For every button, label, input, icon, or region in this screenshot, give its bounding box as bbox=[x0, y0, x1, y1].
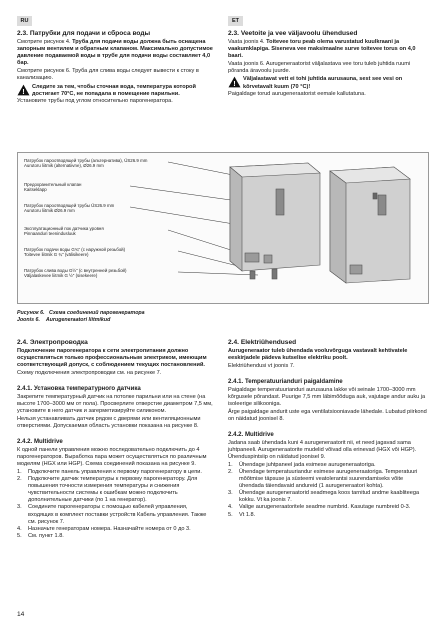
et-warning-text: Väljalastavat vett ei tohi juhtida aurusauna, sest see vesi on kõrvetavalt kuum (70 °C)! bbox=[243, 76, 403, 90]
figure-label-steam-pipe: Патрубок пароотводящей трубы ÜS26.9 mm Aurutoru liitmik Ø26.9 mm bbox=[24, 203, 115, 214]
ru-multidrive-steps bbox=[17, 469, 214, 540]
et-figure-ref: Vaata joonis 4. bbox=[228, 39, 265, 45]
list-item: 2. Ühendage temperatuuriandur esimese aurugeneraatoriga. Temperatuuri mõõtmise täpsuse ja süsteemi veatolerantsi suurendamiseks võite ühendada täiendavaid andureid (1 aurugeneraatori kohta). bbox=[228, 468, 418, 490]
steam-generator-side bbox=[330, 167, 410, 283]
et-section-2-4-1-title: 2.4.1. Temperatuurianduri paigaldamine bbox=[228, 378, 343, 386]
page-number: 14 bbox=[17, 611, 25, 618]
list-item: 2. Подключите датчик температуры к первому парогенератору. Для повышения точности измерения температуры и снижения чувствительности системы к ошибкам можно подключить дополнительные датчики (по 1 на генератор). bbox=[17, 476, 198, 504]
et-paragraph-water-inlet bbox=[228, 39, 429, 60]
figure-caption-ru bbox=[17, 310, 145, 317]
list-item: 3. Ühendage aurugeneraatorid seadmega koos tarnitud andme kaabliteega kokku. Vt ka joonis 7. bbox=[228, 490, 420, 504]
ru-electrical-requirement: Подключение парогенератора к сети электропитания должно осуществляться только профессиональным электриком, имеющим соответствующий допуск, с соблюдением текущих постановлений. bbox=[17, 348, 207, 369]
caption-ru-text: Схема соединений парогенератора bbox=[49, 310, 145, 316]
et-inlet-requirement: Toitevee toru peab olema varustatud kuulkraani ja vaakumklapiga. Sisenevа vee maksimaalne surve toitevee torus on 4,0 baari. bbox=[228, 39, 416, 60]
steam-generator-drawing bbox=[18, 153, 430, 305]
list-item: 1. Ühendage juhtpaneel jada esimese aurugeneraatoriga. bbox=[228, 461, 376, 468]
figure-label-level-sensor: Эксплуатационный пок датчика уровня Pinnaanduri teenindusluuk bbox=[24, 226, 104, 237]
et-wiring-ref: Elektriühendusi vt joonis 7. bbox=[228, 363, 295, 370]
svg-text:!: ! bbox=[233, 79, 236, 89]
ru-section-2-4-2-title: 2.4.2. Multidrive bbox=[17, 438, 63, 446]
ru-paragraph-water-inlet bbox=[17, 39, 214, 67]
svg-text:!: ! bbox=[22, 86, 25, 96]
ru-inlet-requirement: Труба для подачи воды должна быть оснащена запорным вентилем и обратным клапаном. Максимально допустимое давление подаваемой воды в трубе для подачи воды составляет 4,0 бар. bbox=[17, 39, 213, 67]
et-multidrive-steps bbox=[228, 462, 429, 519]
ru-figure-ref: Смотрите рисунок 4. bbox=[17, 39, 71, 45]
ru-section-2-3-title: 2.3. Патрубки для подачи и сброса воды bbox=[17, 30, 151, 37]
list-item: 5. См. пункт 1.8. bbox=[17, 532, 64, 539]
et-sensor-placement: Ärge paigaldage andurit uste ega ventilatsiooniavade lähedale. Lubatud piirkond on näidatud joonisel 8. bbox=[228, 408, 427, 423]
et-section-2-4-2-title: 2.4.2. Multidrive bbox=[228, 431, 274, 439]
ru-sensor-install: Закрепите температурный датчик на потолке парильни или на стене (на высоте 1700–3000 мм от пола). Просверлите отверстие диаметром 7,5 мм, установите в него датчик и загерметизируйте силиконом. bbox=[17, 393, 213, 414]
warning-icon bbox=[17, 84, 30, 96]
et-section-2-4-title: 2.4. Elektriühendused bbox=[228, 339, 297, 346]
ru-section-2-4-title: 2.4. Электропроводка bbox=[17, 339, 88, 346]
ru-wiring-ref: Схему подключения электропроводки см. на рисунке 7. bbox=[17, 370, 162, 377]
et-multidrive-intro: Jadana saab ühendada kuni 4 aurugeneraatorit nii, et need jagavad sama juhtpaneeli. Aurugeneraatorite mudelid võivad olla erinevad (HGX või HGP). Ühenduspintsiip on näidatud joonisel 9. bbox=[228, 439, 417, 460]
ru-paragraph-drain: Смотрите рисунок 6. Труба для слива воды следует вывести к стоку в канализацию. bbox=[17, 68, 199, 82]
et-electrical-requirement: Aurugeneraator tuleb ühendada vooluvõrguga vastavalt kehtivatele eeskirjadele pädeva kutselise elektriku poolt. bbox=[228, 348, 408, 362]
caption-ru-label: Рисунок 6. bbox=[17, 310, 45, 316]
figure-6-connections bbox=[17, 152, 429, 304]
caption-et-text: Aurugeneraatori liitmikud bbox=[45, 317, 111, 323]
ru-paragraph-slope: Установите трубы под углом относительно парогенератора. bbox=[17, 97, 173, 104]
figure-caption-et bbox=[17, 317, 110, 324]
steam-generator-front bbox=[230, 163, 320, 279]
ru-multidrive-intro: К одной панели управления можно последовательно подключить до 4 парогенераторов. Выработка пара может осуществляться по различным моделям (HGX или HGP). Схема соединений показана на рисунке 9. bbox=[17, 446, 207, 467]
warning-icon bbox=[228, 76, 241, 88]
et-section-2-4 bbox=[228, 339, 429, 519]
list-item: 5. Vt 1.8. bbox=[228, 511, 256, 518]
ru-section-2-4-1-title: 2.4.1. Установка температурного датчика bbox=[17, 385, 141, 393]
et-section-2-3 bbox=[228, 30, 429, 99]
list-item: 3. Соедините парогенераторы с помощью кабелей управления, входящих в комплект поставки устройств Кабель управления. Также см. рисунок 7. bbox=[17, 504, 207, 525]
ru-warning-text: Следите за тем, чтобы сточная вода, температура которой достигает 70°С, не попадала в помещение парильни. bbox=[32, 83, 196, 97]
ru-section-2-3 bbox=[17, 30, 214, 106]
et-paragraph-slope: Paigaldage torud aurugeneraatorist eemale kallutatuna. bbox=[228, 90, 366, 97]
language-badge-ru: RU bbox=[17, 16, 32, 26]
figure-label-safety-valve: Предохранительный клапан Kaitseklapp bbox=[24, 182, 82, 193]
et-sensor-install: Paigaldage temperatuurianduri aurusauna lakke või seinale 1700–3000 mm kõrgusele põrandast. Puurige 7,5 mm läbimõõduga auk, vajutage andur auku ja isoleerige silikooniga. bbox=[228, 386, 426, 407]
figure-label-water-inlet: Патрубок подачи воды G¾" (с наружной резьбой) Toitevee liitmik G ¾" (välisikeere) bbox=[24, 247, 126, 258]
caption-et-label: Joonis 6. bbox=[17, 317, 40, 323]
ru-section-2-4 bbox=[17, 339, 214, 540]
et-section-2-3-title: 2.3. Veetoite ja vee väljavoolu ühendused bbox=[228, 30, 358, 37]
list-item: 4. Назначьте генераторам номера. Назначайте номера от 0 до 3. bbox=[17, 525, 191, 532]
list-item: 1. Подключите панель управления к первому парогенератору в цепи. bbox=[17, 468, 202, 475]
ru-warning bbox=[17, 84, 214, 98]
figure-label-steam-alt: Патрубок пароотводящей трубы (альтернатива), ÜS26.9 mm Aurutoru liitmik (alternatiivne), Ø26.9 mm bbox=[24, 158, 148, 169]
figure-label-drain: Патрубок слива воды G½" (с внутренней резьбой) Väljalaskevee liitmik G ½" (sisekeere) bbox=[24, 268, 127, 279]
et-paragraph-drain: Vaata joonis 6. Aurugeneraatorist väljalastava vee toru tuleb juhtida ruumi põranda äravoolu juurde. bbox=[228, 61, 411, 75]
ru-sensor-placement: Нельзя устанавливать датчик рядом с дверями или вентиляционными отверстиями. Допускаемая область установки показана на рисунке 8. bbox=[17, 416, 201, 430]
et-warning bbox=[228, 76, 429, 90]
language-badge-et: ET bbox=[228, 16, 243, 26]
list-item: 4. Valige aurugeneraatoritele seadme numbrid. Kasutage numbreid 0-3. bbox=[228, 504, 411, 511]
